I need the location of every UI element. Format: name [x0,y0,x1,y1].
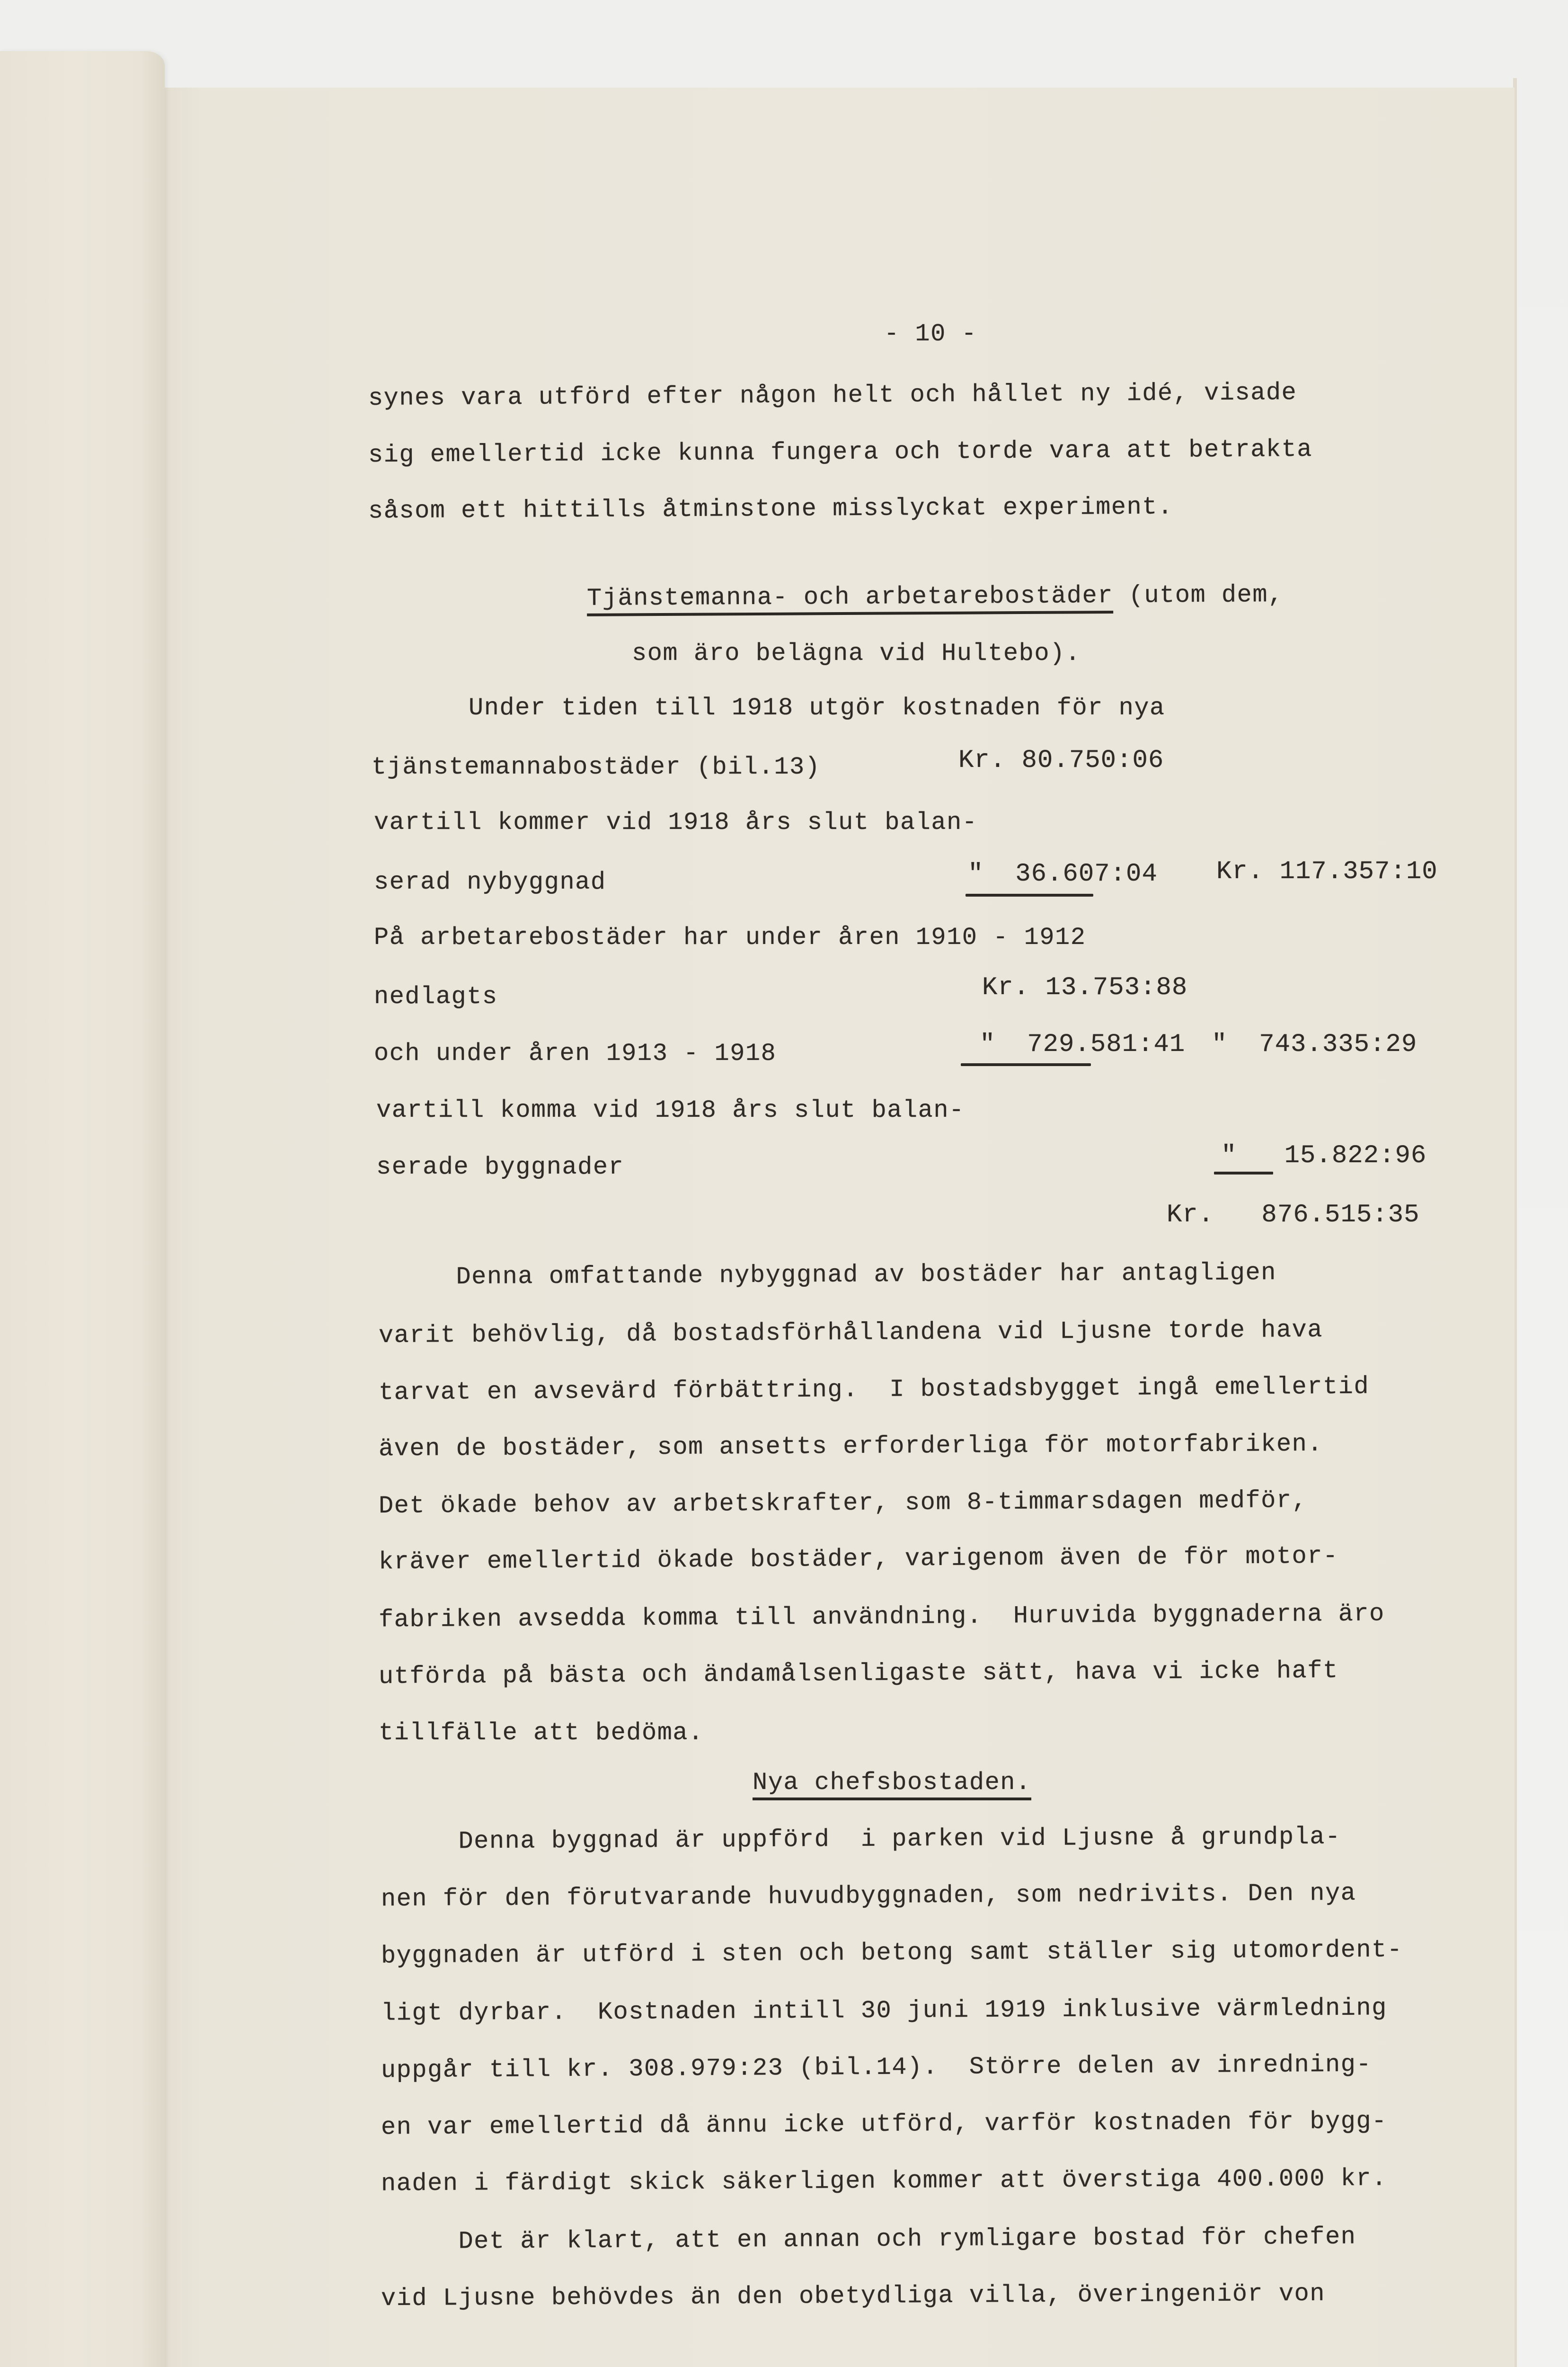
text-line: uppgår till kr. 308.979:23 (bil.14). Större delen av inredning- [381,2050,1372,2085]
text-line: utförda på bästa och ändamålsenligaste sätt, hava vi icke haft [378,1656,1338,1691]
text-line: vid Ljusne behövdes än den obetydliga villa, överingeniör von [381,2279,1326,2313]
ledger-label: tjänstemannabostäder (bil.13) [372,753,821,781]
text-line: Det är klart, att en annan och rymligare bostad för chefen [381,2223,1356,2256]
text-line: en var emellertid då ännu icke utförd, varför kostnaden för bygg- [381,2107,1388,2142]
text-line: naden i färdigt skick säkerligen kommer att överstiga 400.000 kr. [381,2164,1387,2198]
ledger-sub-amount: Kr. 80.750:06 [958,746,1164,775]
ledger-label: nedlagts [374,983,498,1011]
text-line: tillfälle att bedöma. [379,1719,704,1747]
text-line: tarvat en avsevärd förbättring. I bostadsbygget ingå emellertid [378,1372,1370,1407]
text-line: såsom ett hittills åtminstone misslyckat experiment. [368,493,1173,525]
ledger-label: vartill kommer vid 1918 års slut balan- [374,809,978,836]
ledger-total: Kr. 117.357:10 [1216,857,1438,886]
page-number: - 10 - [884,320,977,348]
text-line: fabriken avsedda komma till användning. Huruvida byggnaderna äro [378,1600,1385,1634]
heading-underlined: Tjänstemanna- och arbetarebostäder [587,582,1113,616]
ledger-sub-amount: " 729.581:41 [980,1030,1186,1059]
section-heading-chief-residence [753,1771,1031,1795]
subtotal-underline [961,1063,1091,1066]
text-line: sig emellertid icke kunna fungera och torde vara att betrakta [368,435,1313,470]
text-line: Denna omfattande nybyggnad av bostäder har antagligen [378,1259,1277,1291]
heading-line-1 [587,583,1284,611]
text-line: nen för den förutvarande huvudbyggnaden, som nedrivits. Den nya [381,1879,1356,1913]
text-line: varit behövlig, då bostadsförhållandena vid Ljusne torde hava [378,1316,1323,1350]
ledger-total: " 743.335:29 [1212,1030,1417,1059]
ledger-sub-amount: " 36.607:04 [968,860,1158,889]
facing-page-curl [0,51,165,2367]
heading-rest: (utom dem, [1113,581,1284,610]
text-line: byggnaden är utförd i sten och betong samt ställer sig utomordent- [381,1936,1403,1970]
ledger-label: och under åren 1913 - 1918 [374,1040,777,1068]
text-line: synes vara utförd efter någon helt och hållet ny idé, visade [368,379,1297,412]
ledger-intro: Under tiden till 1918 utgör kostnaden för nya [469,694,1165,722]
ledger-label: serad nybyggnad [374,868,606,896]
text-line: Denna byggnad är uppförd i parken vid Ljusne å grundpla- [381,1823,1341,1856]
total-underline-extend [1214,1172,1273,1175]
text-line: ligt dyrbar. Kostnaden intill 30 juni 1919 inklusive värmledning [381,1994,1387,2028]
heading-line-2: som äro belägna vid Hultebo). [632,640,1081,667]
ledger-label: vartill komma vid 1918 års slut balan- [376,1096,965,1124]
ledger-grand-total: Kr. 876.515:35 [1167,1201,1420,1229]
text-line: Det ökade behov av arbetskrafter, som 8-timmarsdagen medför, [378,1486,1308,1520]
text-line: kräver emellertid ökade bostäder, varigenom även de för motor- [378,1542,1338,1576]
subtotal-underline [966,894,1093,897]
ledger-label: På arbetarebostäder har under åren 1910 - 1912 [374,924,1086,952]
heading-underlined: Nya chefsbostaden. [753,1769,1031,1800]
ledger-label: serade byggnader [376,1153,624,1181]
ledger-sub-amount: Kr. 13.753:88 [982,973,1188,1002]
ledger-total: " 15.822:96 [1221,1141,1427,1170]
text-line: även de bostäder, som ansetts erforderliga för motorfabriken. [378,1430,1323,1463]
